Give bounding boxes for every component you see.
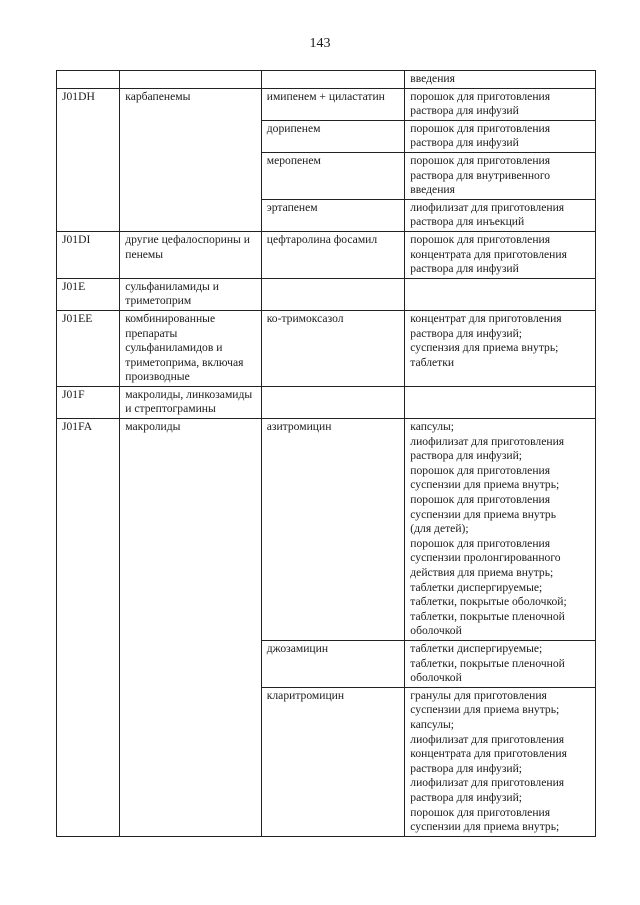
dosage-form-line: концентрата для приготовления bbox=[410, 247, 567, 261]
dosage-form-line: (для детей); bbox=[410, 522, 469, 536]
table-row bbox=[57, 231, 596, 278]
group-name-cell bbox=[120, 71, 262, 89]
group-name-cell bbox=[120, 152, 262, 199]
dosage-form-line: раствора для инфузий bbox=[410, 262, 519, 276]
dosage-form-line: раствора для внутривенного bbox=[410, 168, 551, 182]
dosage-form-line: лиофилизат для приготовления bbox=[410, 200, 565, 214]
dosage-form-line: таблетки диспергируемые; bbox=[410, 641, 543, 655]
dosage-form-line: порошок для приготовления bbox=[410, 89, 551, 103]
dosage-form-line: лиофилизат для приготовления bbox=[410, 776, 565, 790]
table-row bbox=[57, 386, 596, 418]
dosage-form-line: суспензии пролонгированного bbox=[410, 551, 561, 565]
dosage-form-line: порошок для приготовления bbox=[410, 153, 551, 167]
dosage-form-line: раствора для инфузий; bbox=[410, 790, 523, 804]
dosage-form-line: капсулы; bbox=[410, 717, 455, 731]
atc-code-cell bbox=[57, 687, 120, 836]
drug-name-cell: цефтаролина фосамил bbox=[261, 231, 405, 278]
group-name-cell: сульфаниламиды и триметоприм bbox=[120, 278, 262, 310]
dosage-form-line: введения bbox=[410, 72, 455, 85]
drug-name-cell: ко-тримоксазол bbox=[261, 310, 405, 386]
dosage-form-line: суспензии для приема внутрь bbox=[410, 507, 556, 521]
drug-name-cell: имипенем + циластатин bbox=[261, 88, 405, 120]
atc-code-cell: J01E bbox=[57, 278, 120, 310]
dosage-form-line: порошок для приготовления bbox=[410, 463, 551, 477]
dosage-form-line: суспензия для приема внутрь; bbox=[410, 341, 559, 355]
dosage-form-cell bbox=[405, 71, 596, 89]
dosage-form-line: концентрата для приготовления bbox=[410, 747, 567, 761]
page-number: 143 bbox=[309, 36, 331, 51]
table-row bbox=[57, 88, 596, 120]
dosage-form-line: гранулы для приготовления bbox=[410, 688, 547, 702]
atc-code-cell: J01EE bbox=[57, 310, 120, 386]
dosage-form-line: таблетки, покрытые пленочной bbox=[410, 656, 565, 670]
atc-code-cell: J01F bbox=[57, 386, 120, 418]
atc-code-cell bbox=[57, 71, 120, 89]
drug-name-cell: джозамицин bbox=[261, 640, 405, 687]
dosage-form-line: порошок для приготовления bbox=[410, 493, 551, 507]
dosage-form-cell bbox=[405, 640, 596, 687]
drug-name-cell: эртапенем bbox=[261, 199, 405, 231]
atc-code-cell: J01DH bbox=[57, 88, 120, 120]
dosage-form-line: раствора для инфузий; bbox=[410, 761, 523, 775]
table-row bbox=[57, 278, 596, 310]
drug-name-cell bbox=[261, 71, 405, 89]
dosage-form-line: таблетки bbox=[410, 355, 455, 369]
table-row bbox=[57, 71, 596, 89]
atc-code-cell: J01FA bbox=[57, 419, 120, 641]
dosage-form-line: суспензии для приема внутрь; bbox=[410, 478, 560, 492]
dosage-form-cell bbox=[405, 310, 596, 386]
dosage-form-line: суспензии для приема внутрь; bbox=[410, 703, 560, 717]
table-row bbox=[57, 687, 596, 836]
dosage-form-line: концентрат для приготовления bbox=[410, 311, 562, 325]
table-row bbox=[57, 199, 596, 231]
group-name-cell: макролиды bbox=[120, 419, 262, 641]
dosage-form-line: раствора для инфузий; bbox=[410, 449, 523, 463]
dosage-form-line: порошок для приготовления bbox=[410, 805, 551, 819]
atc-code-cell: J01DI bbox=[57, 231, 120, 278]
dosage-form-cell bbox=[405, 687, 596, 836]
dosage-form-line: лиофилизат для приготовления bbox=[410, 732, 565, 746]
atc-code-cell bbox=[57, 640, 120, 687]
table-row bbox=[57, 310, 596, 386]
table-row bbox=[57, 419, 596, 641]
dosage-form-cell bbox=[405, 419, 596, 641]
atc-code-cell bbox=[57, 152, 120, 199]
table-row bbox=[57, 152, 596, 199]
dosage-form-line: действия для приема внутрь; bbox=[410, 566, 554, 579]
dosage-form-line: таблетки, покрытые пленочной bbox=[410, 609, 565, 623]
atc-code-cell bbox=[57, 120, 120, 152]
table-row bbox=[57, 120, 596, 152]
dosage-form-cell bbox=[405, 386, 596, 418]
dosage-form-line: оболочкой bbox=[410, 624, 462, 638]
dosage-form-line: раствора для инфузий bbox=[410, 136, 519, 150]
dosage-form-line: порошок для приготовления bbox=[410, 121, 551, 135]
group-name-cell bbox=[120, 640, 262, 687]
dosage-form-line: оболочкой bbox=[410, 671, 462, 685]
dosage-form-line: суспензии для приема внутрь; bbox=[410, 820, 560, 834]
dosage-form-line: раствора для инфузий; bbox=[410, 326, 523, 340]
drug-name-cell: меропенем bbox=[261, 152, 405, 199]
group-name-cell bbox=[120, 120, 262, 152]
dosage-form-cell bbox=[405, 231, 596, 278]
group-name-cell bbox=[120, 199, 262, 231]
group-name-cell: другие цефалоспорины и пенемы bbox=[120, 231, 262, 278]
group-name-cell: карбапенемы bbox=[120, 88, 262, 120]
dosage-form-line: порошок для приготовления bbox=[410, 232, 551, 246]
dosage-form-cell bbox=[405, 278, 596, 310]
dosage-form-cell bbox=[405, 152, 596, 199]
drug-name-cell bbox=[261, 278, 405, 310]
dosage-form-line: таблетки, покрытые оболочкой; bbox=[410, 595, 567, 609]
drug-name-cell: азитромицин bbox=[261, 419, 405, 641]
drug-table bbox=[56, 70, 596, 837]
dosage-form-line: раствора для инъекций bbox=[410, 215, 525, 229]
drug-name-cell bbox=[261, 386, 405, 418]
dosage-form-line: порошок для приготовления bbox=[410, 536, 551, 550]
dosage-form-line: лиофилизат для приготовления bbox=[410, 434, 565, 448]
dosage-form-cell bbox=[405, 199, 596, 231]
group-name-cell: макролиды, линкозамиды и стрептограмины bbox=[120, 386, 262, 418]
dosage-form-line: капсулы; bbox=[410, 420, 455, 434]
dosage-form-cell bbox=[405, 88, 596, 120]
group-name-cell bbox=[120, 687, 262, 836]
drug-name-cell: дорипенем bbox=[261, 120, 405, 152]
atc-code-cell bbox=[57, 199, 120, 231]
dosage-form-line: раствора для инфузий bbox=[410, 104, 519, 118]
drug-name-cell: кларитромицин bbox=[261, 687, 405, 836]
table-row bbox=[57, 640, 596, 687]
dosage-form-line: введения bbox=[410, 183, 455, 197]
group-name-cell: комбинированные препараты сульфаниламидов и триметоприма, включая производные bbox=[120, 310, 262, 386]
dosage-form-line: таблетки диспергируемые; bbox=[410, 580, 543, 594]
dosage-form-cell bbox=[405, 120, 596, 152]
